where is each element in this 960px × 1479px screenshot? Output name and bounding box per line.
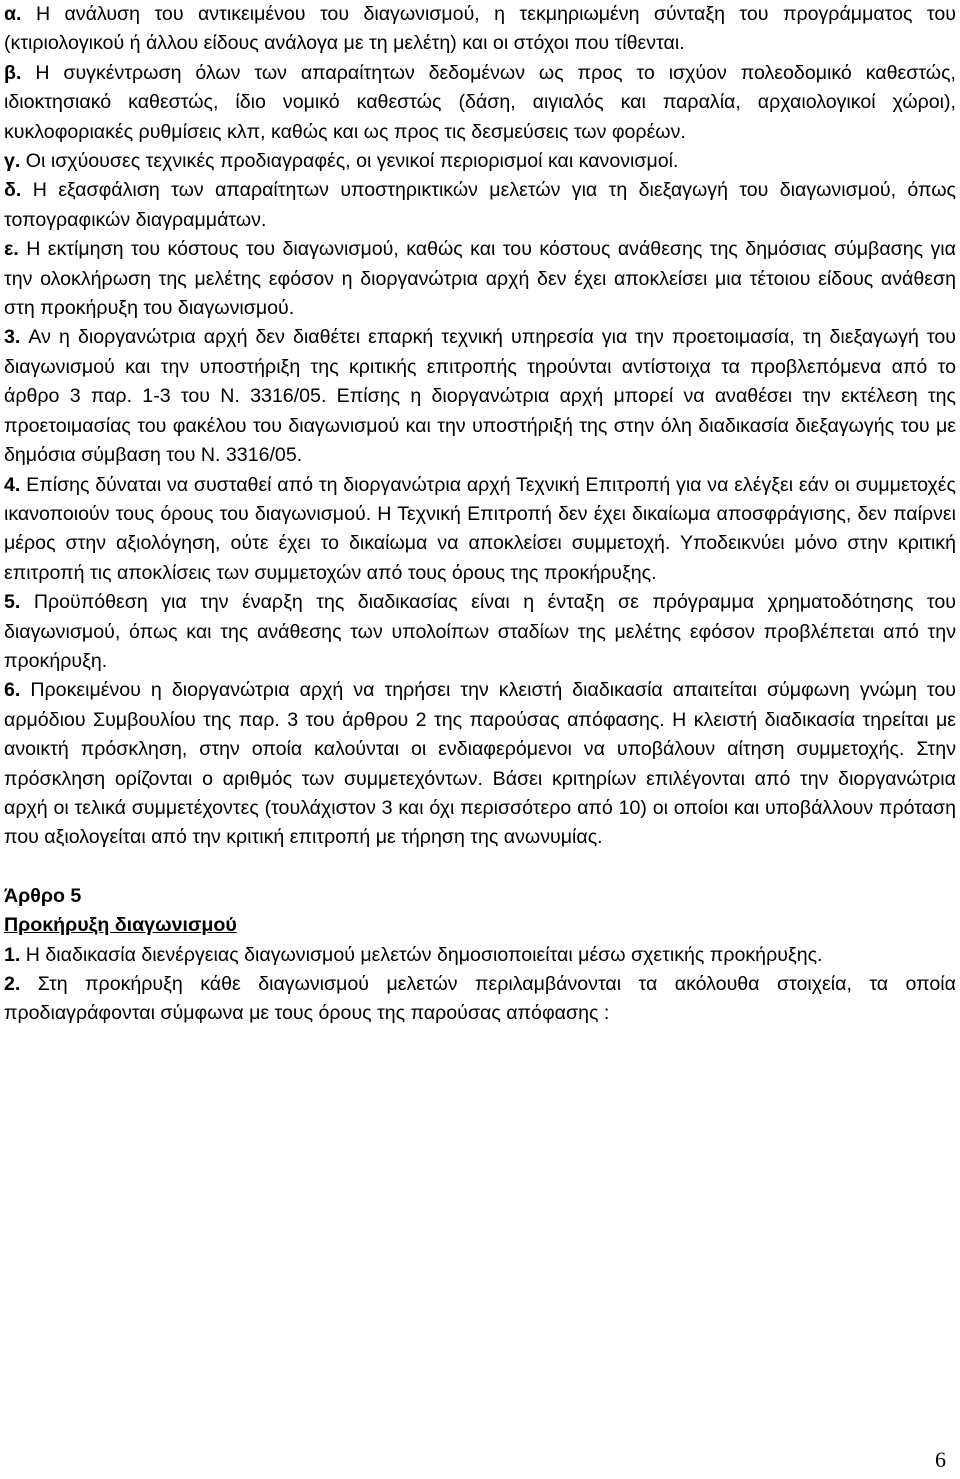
- item-number: 6.: [4, 679, 21, 702]
- document-page: [4, 0, 956, 1029]
- article-paragraph-1: [4, 941, 956, 970]
- item-number: 2.: [4, 973, 21, 995]
- paragraph-beta: [4, 59, 956, 147]
- paragraph-text: Η εξασφάλιση των απαραίτητων υποστηρικτικών μελετών για τη διεξαγωγή του διαγωνισμού, όπως τοπογραφικών διαγραμμάτων.: [4, 179, 956, 231]
- item-number: β.: [4, 61, 22, 84]
- article-heading: Άρθρο 5: [4, 884, 82, 907]
- paragraph-text: Η εκτίμηση του κόστους του διαγωνισμού, καθώς και του κόστους ανάθεσης της δημόσιας σύμβασης για την ολοκλήρωση της μελέτης εφόσον η διοργανώτρια αρχή δεν έχει αποκλείσει μια τέτοιου είδους ανάθεση στη προκήρυξη του διαγωνισμού.: [4, 238, 956, 320]
- paragraph-gamma: [4, 147, 956, 176]
- paragraph-5: [4, 588, 956, 676]
- paragraph-text: Η διαδικασία διενέργειας διαγωνισμού μελετών δημοσιοποιείται μέσω σχετικής προκήρυξης.: [25, 943, 823, 966]
- item-number: 4.: [4, 473, 21, 496]
- paragraph-text: Προϋπόθεση για την έναρξη της διαδικασίας είναι η ένταξη σε πρόγραμμα χρηματοδότησης του διαγωνισμού, όπως και της ανάθεσης των υπολοίπων σταδίων της μελέτης εφόσον προβλέπεται από την προκήρυξη.: [4, 591, 956, 672]
- paragraph-text: Οι ισχύουσες τεχνικές προδιαγραφές, οι γενικοί περιορισμοί και κανονισμοί.: [25, 150, 679, 173]
- item-number: δ.: [4, 179, 22, 202]
- item-number: α.: [4, 3, 22, 25]
- paragraph-text: Στη προκήρυξη κάθε διαγωνισμού μελετών περιλαμβάνονται τα ακόλουθα στοιχεία, τα οποία προδιαγράφονται σύμφωνα με τους όρους της παρούσας απόφασης :: [4, 973, 956, 1025]
- paragraph-text: Επίσης δύναται να συσταθεί από τη διοργανώτρια αρχή Τεχνική Επιτροπή για να ελέγξει εάν οι συμμετοχές ικανοποιούν τους όρους του διαγωνισμού. Η Τεχνική Επιτροπή δεν έχει δικαίωμα αποσφράγισης, δεν παίρνει μέρος στην αξιολόγηση, ούτε έχει το δικαίωμα να αποκλείσει συμμετοχή. Υποδεικνύει μόνο στην κριτική επιτροπή τις αποκλίσεις των συμμετοχών από τους όρους της προκήρυξης.: [4, 473, 956, 584]
- section-spacer: [4, 853, 956, 882]
- item-number: γ.: [4, 150, 21, 173]
- paragraph-text: Η ανάλυση του αντικειμένου του διαγωνισμού, η τεκμηριωμένη σύνταξη του προγράμματος του (κτιριολογικού ή άλλου είδους ανάλογα με τη μελέτη) και οι στόχοι που τίθενται.: [4, 3, 956, 55]
- item-number: 3.: [4, 326, 21, 349]
- paragraph-delta: [4, 176, 956, 235]
- item-number: ε.: [4, 238, 19, 261]
- paragraph-epsilon: [4, 235, 956, 323]
- paragraph-6: [4, 676, 956, 852]
- paragraph-text: Προκειμένου η διοργανώτρια αρχή να τηρήσει την κλειστή διαδικασία απαιτείται σύμφωνη γνώμη του αρμόδιου Συμβουλίου της παρ. 3 του άρθρου 2 της παρούσας απόφασης. Η κλειστή διαδικασία τηρείται με ανοικτή πρόσκληση, στην οποία καλούνται οι ενδιαφερόμενοι να υποβάλουν αίτηση συμμετοχής. Στην πρόσκληση ορίζονται ο αριθμός των συμμετεχόντων. Βάσει κριτηρίων επιλέγονται από την διοργανώτρια αρχή οι τελικά συμμετέχοντες (τουλάχιστον 3 και όχι περισσότερο από 10) οι οποίοι και υποβάλλουν πρόταση που αξιολογείται από την κριτική επιτροπή με τήρηση της ανωνυμίας.: [4, 679, 956, 849]
- item-number: 5.: [4, 591, 21, 614]
- paragraph-text: Αν η διοργανώτρια αρχή δεν διαθέτει επαρκή τεχνική υπηρεσία για την προετοιμασία, τη διεξαγωγή του διαγωνισμού και την υποστήριξη της κριτικής επιτροπής τηρούνται αντίστοιχα τα προβλεπόμενα από το άρθρο 3 παρ. 1-3 του Ν. 3316/05. Επίσης η διοργανώτρια αρχή μπορεί να αναθέσει την εκτέλεση της προετοιμασίας του φακέλου του διαγωνισμού και την υποστήριξή της στην όλη διαδικασία διεξαγωγής του με δημόσια σύμβαση του Ν. 3316/05.: [4, 326, 956, 467]
- article-title: Προκήρυξη διαγωνισμού: [4, 914, 237, 937]
- paragraph-3: [4, 323, 956, 470]
- paragraph-text: Η συγκέντρωση όλων των απαραίτητων δεδομένων ως προς το ισχύον πολεοδομικό καθεστώς, ιδιοκτησιακό καθεστώς, ίδιο νομικό καθεστώς (δάση, αιγιαλός και παραλία, αρχαιολογικοί χώροι), κυκλοφοριακές ρυθμίσεις κλπ, καθώς και ως προς τις δεσμεύσεις των φορέων.: [4, 61, 956, 143]
- page-number: 6: [935, 1447, 946, 1472]
- item-number: 1.: [4, 943, 21, 966]
- paragraph-alpha: [4, 0, 956, 59]
- paragraph-4: [4, 471, 956, 589]
- article-paragraph-2: [4, 970, 956, 1029]
